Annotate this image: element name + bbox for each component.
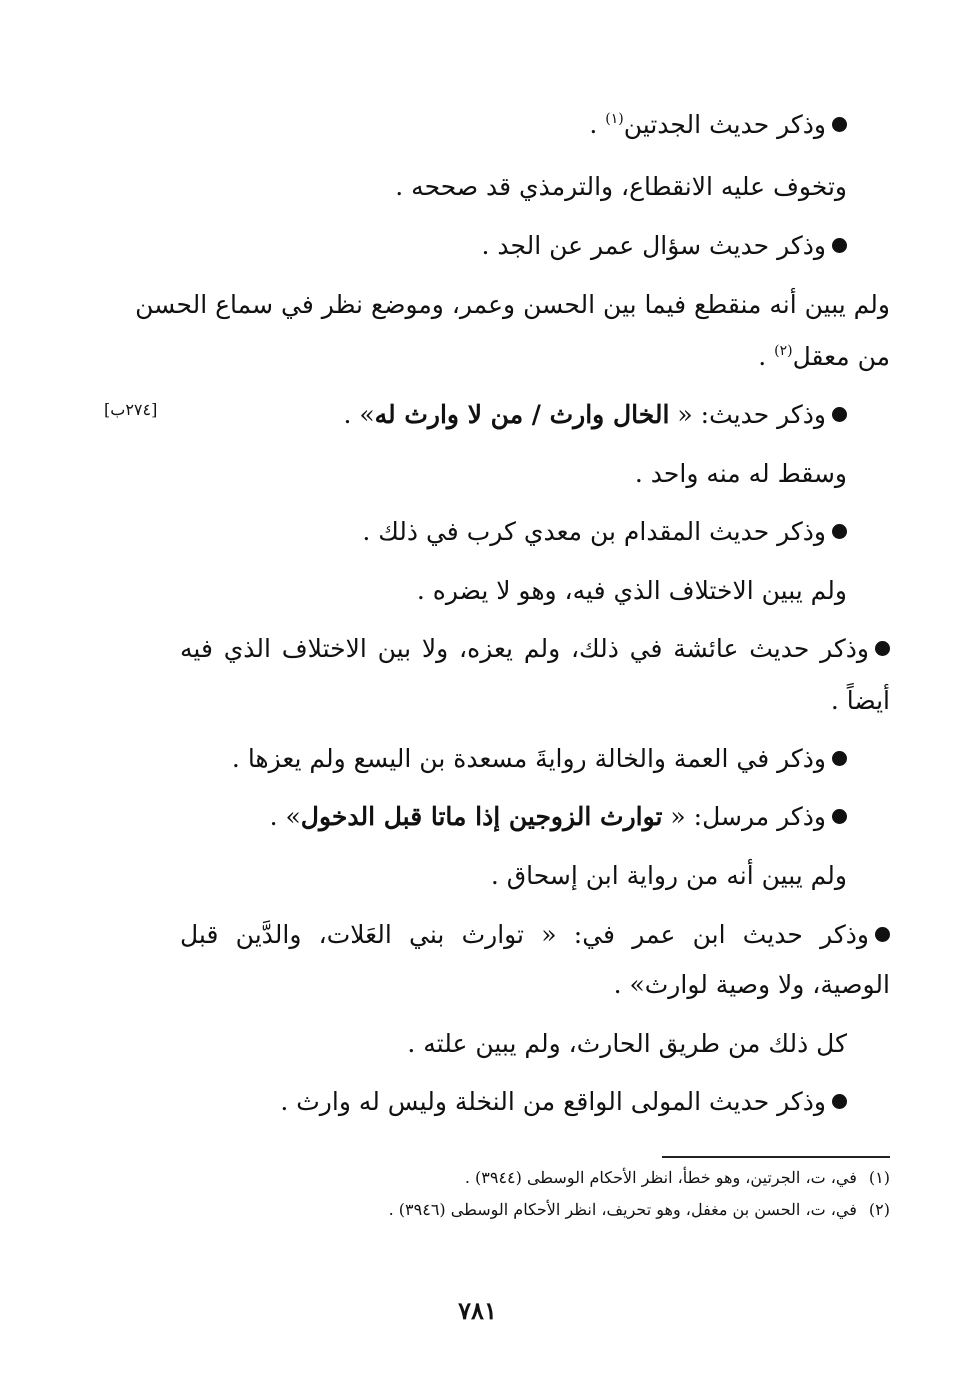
bullet-paragraph-ibn-umar <box>180 918 890 952</box>
paragraph-line: كل ذلك من طريق الحارث، ولم يبين علته . <box>407 1029 847 1058</box>
footnote-2 <box>389 1198 890 1222</box>
bullet-paragraph-umar-question <box>137 229 847 263</box>
text-segment: . <box>758 342 775 371</box>
text-segment: وذكر في العمة والخالة روايةَ مسعدة بن اليسع ولم يعزها . <box>231 744 826 773</box>
footnote-ref-2[interactable]: (٢) <box>774 343 793 359</box>
text-segment: وذكر حديث: « <box>669 400 826 429</box>
text-segment: وذكر حديث عائشة في ذلك، ولم يعزه، ولا بين الاختلاف الذي فيه <box>180 634 869 663</box>
paragraph-line: وتخوف عليه الانقطاع، والترمذي قد صححه . <box>395 172 847 201</box>
text-segment: وذكر حديث الجدتين <box>623 110 826 139</box>
text-segment: من معقل <box>792 342 890 371</box>
text-segment: وذكر مرسل: « <box>662 802 826 831</box>
bullet-icon <box>875 927 890 942</box>
bullet-icon <box>832 751 847 766</box>
footnote-text: في، ت، الحسن بن مغفل، وهو تحريف، انظر الأحكام الوسطى (٣٩٤٦) . <box>388 1200 857 1219</box>
bullet-icon <box>832 117 847 132</box>
paragraph-line: الوصية، ولا وصية لوارث» . <box>613 970 890 999</box>
text-segment: وذكر حديث سؤال عمر عن الجد . <box>481 231 826 260</box>
paragraph-line: ولم يبين الاختلاف الذي فيه، وهو لا يضره . <box>416 576 847 605</box>
bullet-paragraph-mursal <box>137 800 847 834</box>
paragraph-line: ولم يبين أنه منقطع فيما بين الحسن وعمر، وموضع نظر في سماع الحسن <box>135 290 890 319</box>
bullet-icon <box>832 524 847 539</box>
text-segment: وذكر حديث المولى الواقع من النخلة وليس له وارث . <box>280 1087 826 1116</box>
paragraph-line: أيضاً . <box>830 686 890 715</box>
text-segment: وذكر حديث ابن عمر في: « توارث بني العَلات، والدَّين قبل <box>180 920 869 949</box>
bullet-paragraph-paternal-aunt <box>137 742 847 776</box>
text-segment: » . <box>343 400 375 429</box>
paragraph-line: ولم يبين أنه من رواية ابن إسحاق . <box>490 861 847 890</box>
bullet-icon <box>832 238 847 253</box>
footnote-number: (٢) <box>868 1200 890 1219</box>
text-segment: » . <box>269 802 301 831</box>
footnote-ref-1[interactable]: (١) <box>605 111 624 127</box>
footnote-divider <box>662 1156 890 1158</box>
bullet-icon <box>875 641 890 656</box>
bullet-paragraph-miqdam <box>137 515 847 549</box>
bullet-icon <box>832 1094 847 1109</box>
bullet-paragraph-mawla <box>137 1085 847 1119</box>
text-segment: . <box>589 110 606 139</box>
bullet-paragraph-maternal-uncle <box>137 398 847 432</box>
hadith-quote: توارث الزوجين إذا ماتا قبل الدخول <box>300 802 663 831</box>
bullet-paragraph-aisha <box>180 632 890 666</box>
bullet-icon <box>832 407 847 422</box>
footnote-1 <box>465 1166 890 1190</box>
paragraph-line: وسقط له منه واحد . <box>634 459 847 488</box>
hadith-quote: الخال وارث / من لا وارث له <box>374 400 670 429</box>
page-number: ٧٨١ <box>458 1296 497 1325</box>
margin-folio-note: [٢٧٤ب] <box>104 400 158 419</box>
text-segment: وذكر حديث المقدام بن معدي كرب في ذلك . <box>362 517 826 546</box>
paragraph-line <box>180 340 890 374</box>
footnote-number: (١) <box>868 1168 890 1187</box>
bullet-paragraph-grandmothers-hadith <box>137 108 847 142</box>
footnote-text: في، ت، الجرتين، وهو خطأ، انظر الأحكام الوسطى (٣٩٤٤) . <box>464 1168 857 1187</box>
bullet-icon <box>832 809 847 824</box>
